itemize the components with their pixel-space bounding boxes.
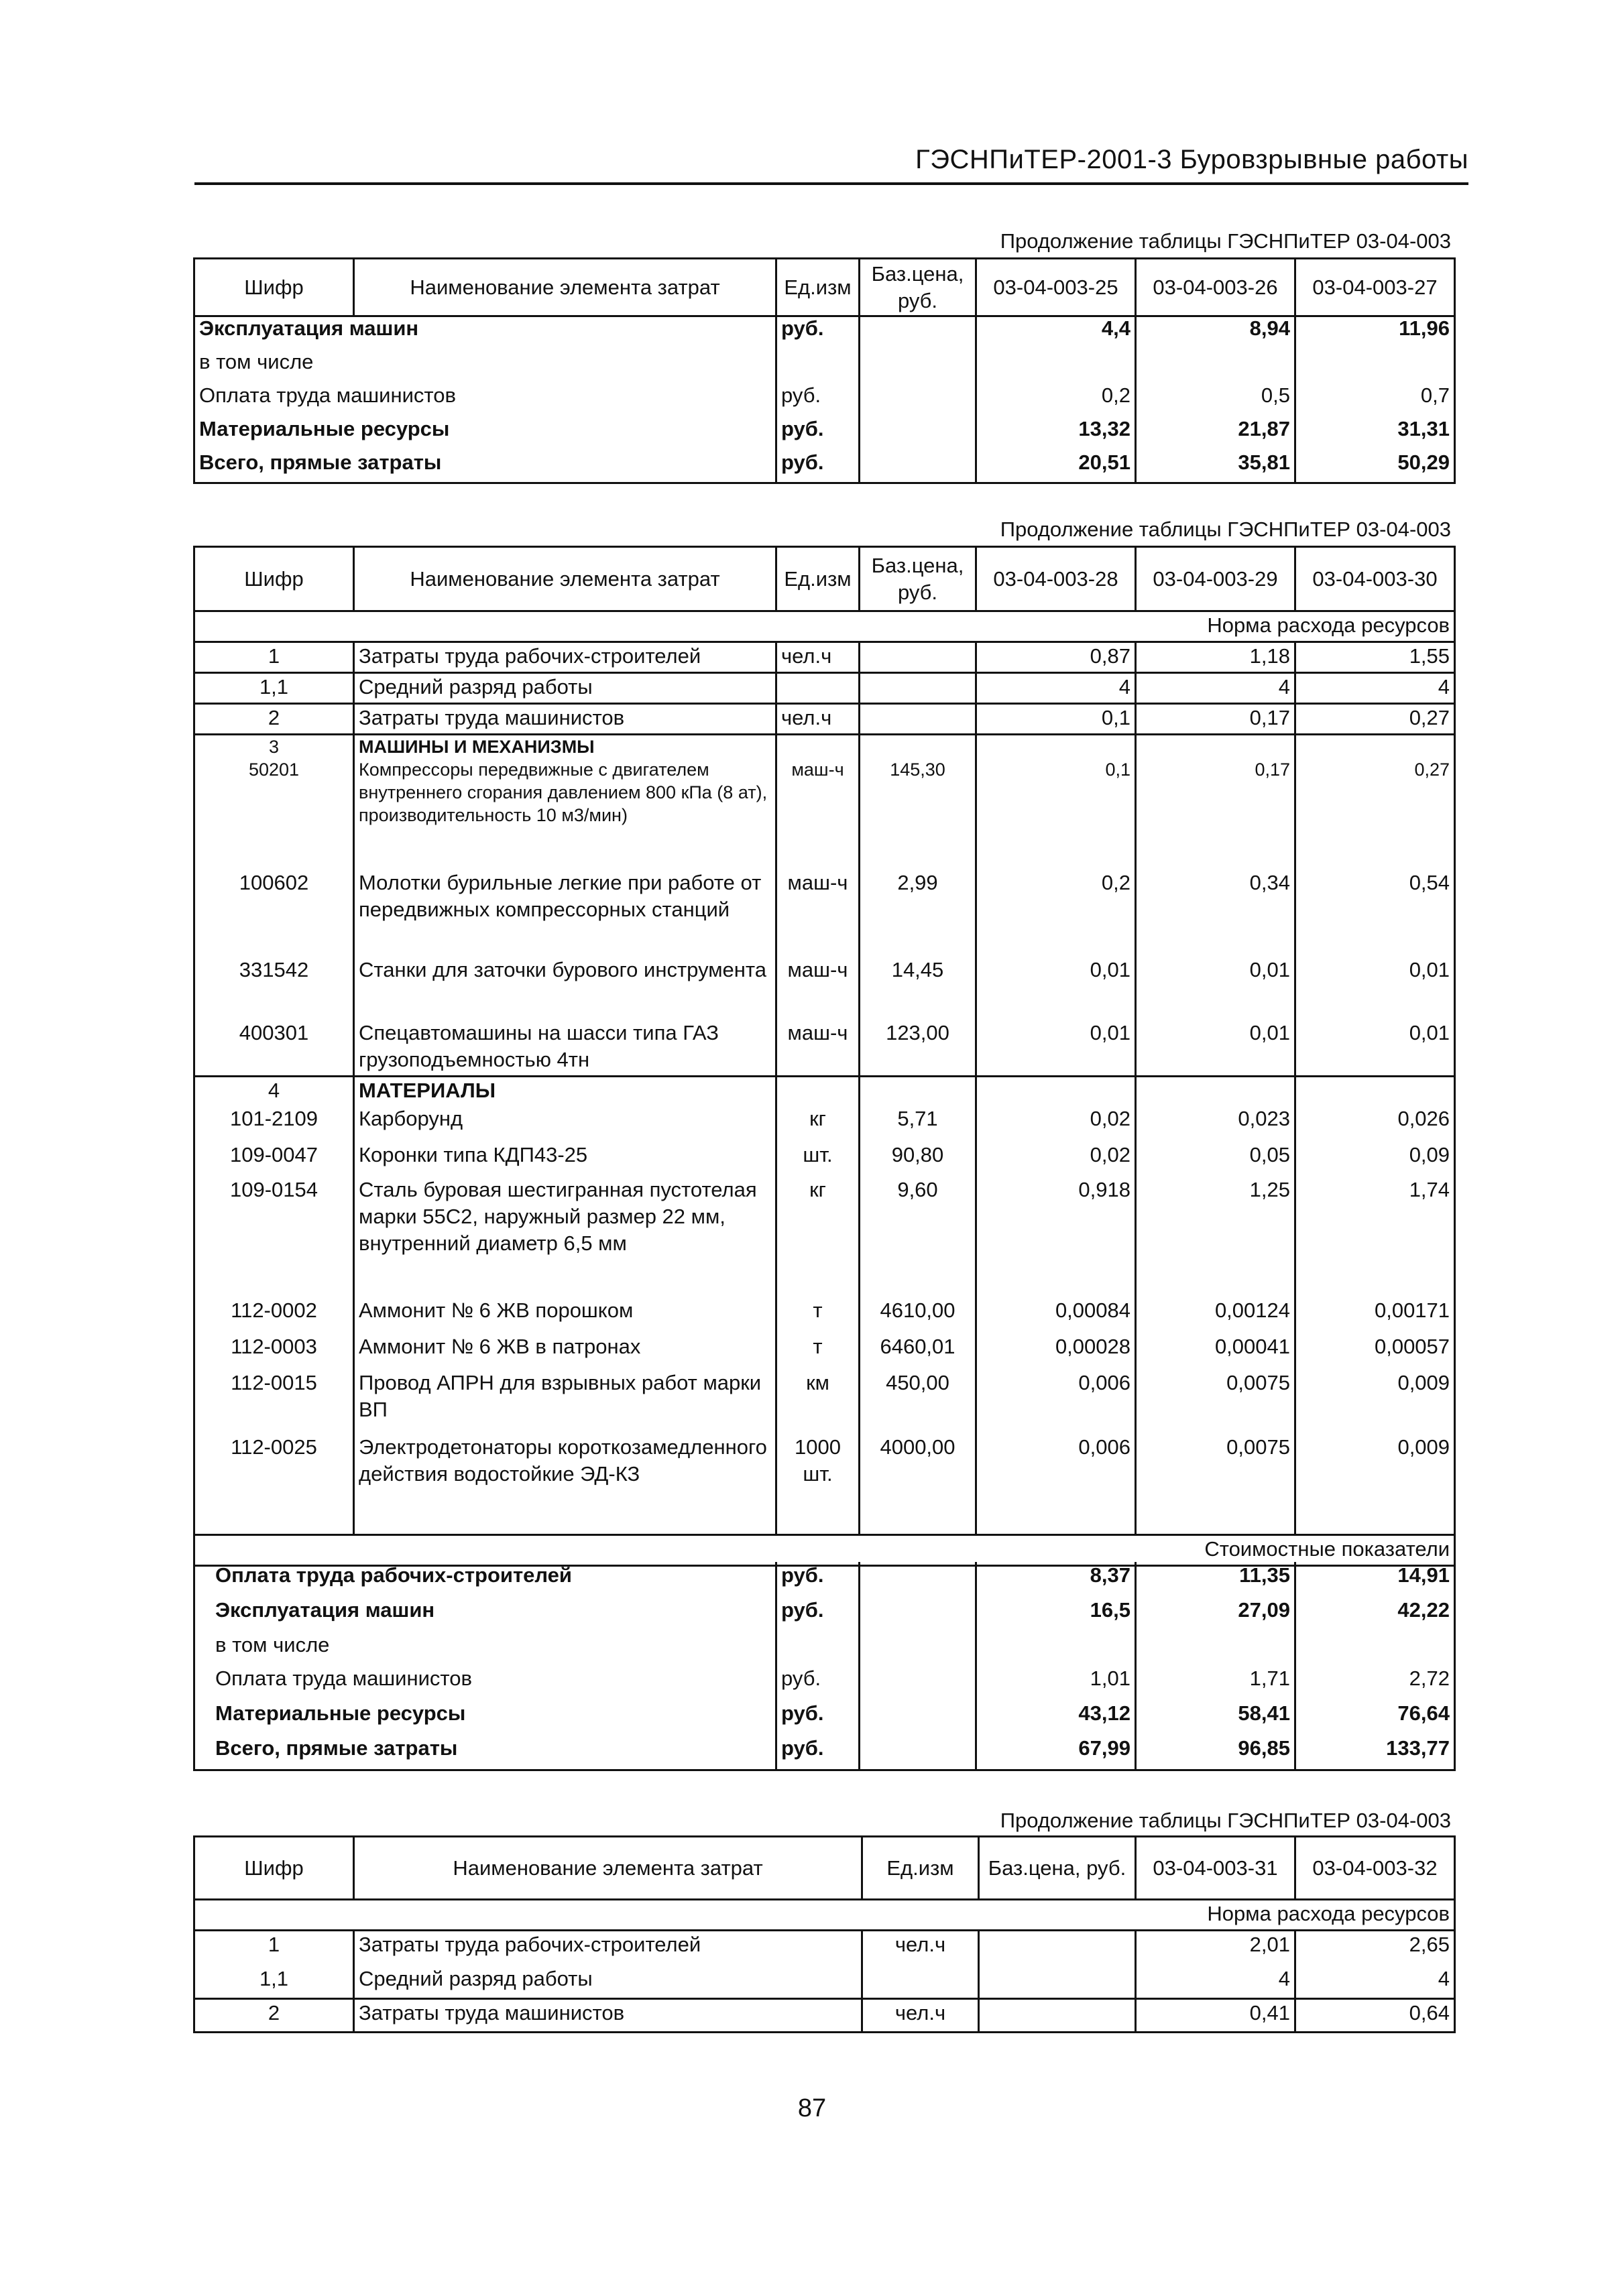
value-cell: 27,09	[1136, 1597, 1295, 1632]
value-cell: 0,0075	[1136, 1434, 1295, 1534]
row-unit: шт.	[776, 1142, 860, 1176]
row-unit: чел.ч	[862, 1931, 979, 1966]
col-code-31: 03-04-003-31	[1136, 1837, 1295, 1900]
row-unit: руб.	[776, 315, 860, 349]
price-header-line1: Баз.цена,	[871, 261, 964, 286]
value-cell: 35,81	[1136, 449, 1295, 483]
norm-section-row	[194, 611, 1455, 642]
norm-section-label: Норма расхода ресурсов	[194, 1900, 1455, 1931]
col-unit-header: Ед.изм	[776, 547, 860, 611]
col-code-26: 03-04-003-26	[1136, 259, 1295, 316]
table-row	[194, 1735, 1455, 1770]
col-code-30: 03-04-003-30	[1295, 547, 1455, 611]
value-cell: 4	[1295, 1966, 1455, 1999]
col-price-header	[860, 547, 976, 611]
row-name: Материальные ресурсы	[194, 416, 776, 449]
value-cell: 0,01	[1136, 1020, 1295, 1076]
value-cell: 0,41	[1136, 1999, 1295, 2033]
value-cell: 0,009	[1295, 1434, 1455, 1534]
value-cell: 0,009	[1295, 1370, 1455, 1434]
row-price: 145,30	[860, 758, 976, 865]
row-unit: руб.	[776, 382, 860, 416]
row-code: 400301	[194, 1020, 354, 1076]
value-cell	[1295, 1632, 1455, 1665]
table-row	[194, 957, 1455, 1020]
value-cell: 0,01	[1136, 957, 1295, 1020]
value-cell: 0,2	[976, 865, 1136, 957]
value-cell: 1,01	[976, 1665, 1136, 1700]
row-unit	[776, 1076, 860, 1105]
col-code-28: 03-04-003-28	[976, 547, 1136, 611]
value-cell: 0,02	[976, 1105, 1136, 1142]
row-price: 90,80	[860, 1142, 976, 1176]
value-cell: 0,1	[976, 704, 1136, 735]
table-row	[194, 1142, 1455, 1176]
row-code: 1	[194, 642, 354, 673]
value-cell: 0,27	[1295, 704, 1455, 735]
value-cell: 2,65	[1295, 1931, 1455, 1966]
value-cell: 0,006	[976, 1370, 1136, 1434]
row-code: 109-0154	[194, 1176, 354, 1297]
value-cell	[1136, 1076, 1295, 1105]
row-code: 109-0047	[194, 1142, 354, 1176]
table3-header	[193, 1835, 1456, 1900]
value-cell: 43,12	[976, 1700, 1136, 1735]
row-code: 112-0015	[194, 1370, 354, 1434]
col-unit-header: Ед.изм	[862, 1837, 979, 1900]
value-cell: 0,34	[1136, 865, 1295, 957]
row-price	[860, 1700, 976, 1735]
value-cell	[976, 1632, 1136, 1665]
value-cell: 0,5	[1136, 382, 1295, 416]
page-number: 87	[797, 2094, 827, 2122]
value-cell: 0,2	[976, 382, 1136, 416]
value-cell: 0,00124	[1136, 1297, 1295, 1333]
row-unit: руб.	[776, 1735, 860, 1770]
row-price	[979, 1999, 1136, 2033]
value-cell: 0,006	[976, 1434, 1136, 1534]
row-price	[860, 673, 976, 704]
col-code-32: 03-04-003-32	[1295, 1837, 1455, 1900]
value-cell: 67,99	[976, 1735, 1136, 1770]
row-code: 112-0002	[194, 1297, 354, 1333]
norm-section-row	[194, 1900, 1455, 1931]
row-unit	[776, 349, 860, 382]
row-price	[979, 1931, 1136, 1966]
row-name: Компрессоры передвижные с двигателем внутреннего сгорания давлением 800 кПа (8 ат), производительность 10 м3/мин)	[354, 758, 776, 865]
value-cell: 1,55	[1295, 642, 1455, 673]
row-price: 6460,01	[860, 1333, 976, 1370]
value-cell	[1136, 1632, 1295, 1665]
section-title: МАШИНЫ И МЕХАНИЗМЫ	[354, 735, 776, 759]
row-name: Всего, прямые затраты	[194, 1735, 776, 1770]
value-cell: 58,41	[1136, 1700, 1295, 1735]
value-cell: 0,09	[1295, 1142, 1455, 1176]
row-unit: маш-ч	[776, 957, 860, 1020]
value-cell: 0,17	[1136, 704, 1295, 735]
col-code-27: 03-04-003-27	[1295, 259, 1455, 316]
row-name: Коронки типа КДП43-25	[354, 1142, 776, 1176]
row-price: 9,60	[860, 1176, 976, 1297]
col-name-header: Наименование элемента затрат	[354, 547, 776, 611]
row-price: 2,99	[860, 865, 976, 957]
table2-costs	[193, 1562, 1456, 1771]
value-cell	[1295, 1076, 1455, 1105]
row-name: Всего, прямые затраты	[194, 449, 776, 483]
value-cell: 4,4	[976, 315, 1136, 349]
value-cell: 0,87	[976, 642, 1136, 673]
table-row	[194, 1434, 1455, 1534]
col-code-header: Шифр	[194, 547, 354, 611]
row-unit: руб.	[776, 1700, 860, 1735]
value-cell: 0,7	[1295, 382, 1455, 416]
value-cell: 20,51	[976, 449, 1136, 483]
value-cell: 76,64	[1295, 1700, 1455, 1735]
col-price-header: Баз.цена, руб.	[979, 1837, 1136, 1900]
value-cell: 1,71	[1136, 1665, 1295, 1700]
value-cell: 0,05	[1136, 1142, 1295, 1176]
value-cell	[1136, 349, 1295, 382]
col-code-25: 03-04-003-25	[976, 259, 1136, 316]
row-code: 3	[194, 735, 354, 759]
value-cell: 0,01	[1295, 957, 1455, 1020]
table-row	[194, 1597, 1455, 1632]
row-price: 14,45	[860, 957, 976, 1020]
table-row	[194, 865, 1455, 957]
row-name: Электродетонаторы короткозамедленного действия водостойкие ЭД-КЗ	[354, 1434, 776, 1534]
row-name: Станки для заточки бурового инструмента	[354, 957, 776, 1020]
row-price	[860, 315, 976, 349]
value-cell: 1,25	[1136, 1176, 1295, 1297]
row-unit	[862, 1966, 979, 1999]
col-code-header: Шифр	[194, 259, 354, 316]
value-cell: 0,023	[1136, 1105, 1295, 1142]
table-row	[194, 449, 1455, 483]
value-cell: 0,64	[1295, 1999, 1455, 2033]
row-price: 5,71	[860, 1105, 976, 1142]
row-unit: 1000 шт.	[776, 1434, 860, 1534]
row-code: 1,1	[194, 673, 354, 704]
table2-body	[193, 610, 1456, 1567]
row-price	[860, 1562, 976, 1597]
table-row	[194, 1966, 1455, 1999]
row-name: в том числе	[194, 349, 776, 382]
value-cell: 4	[1136, 673, 1295, 704]
table1-caption: Продолжение таблицы ГЭСНПиТЕР 03-04-003	[1000, 229, 1451, 253]
table-row	[194, 1931, 1455, 1966]
value-cell	[976, 1076, 1136, 1105]
row-price	[860, 1076, 976, 1105]
row-unit: руб.	[776, 449, 860, 483]
row-code: 112-0025	[194, 1434, 354, 1534]
row-name: Затраты труда рабочих-строителей	[354, 1931, 862, 1966]
table-row	[194, 1105, 1455, 1142]
row-unit: км	[776, 1370, 860, 1434]
value-cell: 0,0075	[1136, 1370, 1295, 1434]
value-cell: 0,1	[976, 758, 1136, 865]
table-row	[194, 1562, 1455, 1597]
value-cell: 0,01	[1295, 1020, 1455, 1076]
row-name: Карборунд	[354, 1105, 776, 1142]
row-unit: чел.ч	[776, 642, 860, 673]
value-cell: 4	[976, 673, 1136, 704]
price-header-line2: руб.	[897, 288, 938, 312]
table-row	[194, 1020, 1455, 1076]
row-unit: кг	[776, 1176, 860, 1297]
row-code: 331542	[194, 957, 354, 1020]
row-name: Затраты труда машинистов	[354, 704, 776, 735]
row-name: Затраты труда рабочих-строителей	[354, 642, 776, 673]
value-cell: 0,00028	[976, 1333, 1136, 1370]
value-cell: 1,18	[1136, 642, 1295, 673]
row-price	[860, 642, 976, 673]
row-unit: руб.	[776, 1597, 860, 1632]
table-row	[194, 1333, 1455, 1370]
value-cell	[1295, 735, 1455, 759]
row-price: 4000,00	[860, 1434, 976, 1534]
row-price	[860, 416, 976, 449]
row-name: Сталь буровая шестигранная пустотелая марки 55С2, наружный размер 22 мм, внутренний диаметр 6,5 мм	[354, 1176, 776, 1297]
row-price	[860, 704, 976, 735]
table1-body	[193, 315, 1456, 484]
table-row	[194, 1632, 1455, 1665]
row-name: в том числе	[194, 1632, 776, 1665]
value-cell: 4	[1295, 673, 1455, 704]
price-header-line2: руб.	[897, 580, 938, 604]
value-cell: 4	[1136, 1966, 1295, 1999]
row-unit: маш-ч	[776, 865, 860, 957]
row-name: Оплата труда машинистов	[194, 382, 776, 416]
row-name: Аммонит № 6 ЖВ в патронах	[354, 1333, 776, 1370]
row-price	[860, 1597, 976, 1632]
row-price: 4610,00	[860, 1297, 976, 1333]
row-price: 450,00	[860, 1370, 976, 1434]
table-row	[194, 1700, 1455, 1735]
table-row	[194, 1176, 1455, 1297]
value-cell: 0,00057	[1295, 1333, 1455, 1370]
table-row	[194, 315, 1455, 349]
row-price	[860, 1665, 976, 1700]
value-cell: 0,918	[976, 1176, 1136, 1297]
table3-header-row	[194, 1837, 1455, 1900]
row-name: Оплата труда машинистов	[194, 1665, 776, 1700]
value-cell	[1295, 349, 1455, 382]
row-unit: чел.ч	[776, 704, 860, 735]
value-cell: 0,17	[1136, 758, 1295, 865]
table2-header	[193, 546, 1456, 612]
value-cell: 0,00171	[1295, 1297, 1455, 1333]
row-unit: руб.	[776, 1665, 860, 1700]
col-name-header: Наименование элемента затрат	[354, 259, 776, 316]
value-cell: 8,94	[1136, 315, 1295, 349]
row-unit: кг	[776, 1105, 860, 1142]
cost-section-label: Стоимостные показатели	[194, 1534, 1455, 1565]
row-unit: маш-ч	[776, 758, 860, 865]
value-cell: 8,37	[976, 1562, 1136, 1597]
table2-caption: Продолжение таблицы ГЭСНПиТЕР 03-04-003	[1000, 518, 1451, 541]
row-price: 123,00	[860, 1020, 976, 1076]
row-code: 2	[194, 1999, 354, 2033]
table-row	[194, 1665, 1455, 1700]
row-name: Оплата труда рабочих-строителей	[194, 1562, 776, 1597]
value-cell: 2,72	[1295, 1665, 1455, 1700]
col-code-29: 03-04-003-29	[1136, 547, 1295, 611]
row-price	[860, 449, 976, 483]
row-code: 4	[194, 1076, 354, 1105]
price-header-line1: Баз.цена,	[871, 553, 964, 577]
value-cell: 13,32	[976, 416, 1136, 449]
row-price	[860, 735, 976, 759]
running-header: ГЭСНПиТЕР-2001-3 Буровзрывные работы	[194, 142, 1468, 185]
row-unit: т	[776, 1333, 860, 1370]
col-price-header	[860, 259, 976, 316]
value-cell: 133,77	[1295, 1735, 1455, 1770]
value-cell: 14,91	[1295, 1562, 1455, 1597]
row-price	[860, 349, 976, 382]
table-row	[194, 642, 1455, 673]
value-cell: 42,22	[1295, 1597, 1455, 1632]
value-cell: 11,96	[1295, 315, 1455, 349]
value-cell: 0,02	[976, 1142, 1136, 1176]
col-name-header: Наименование элемента затрат	[354, 1837, 862, 1900]
row-price	[860, 382, 976, 416]
table1-header-row	[194, 259, 1455, 316]
value-cell: 1,74	[1295, 1176, 1455, 1297]
table3-caption: Продолжение таблицы ГЭСНПиТЕР 03-04-003	[1000, 1809, 1451, 1832]
row-code: 50201	[194, 758, 354, 865]
row-code: 100602	[194, 865, 354, 957]
value-cell: 16,5	[976, 1597, 1136, 1632]
col-code-header: Шифр	[194, 1837, 354, 1900]
table-row	[194, 758, 1455, 865]
value-cell: 0,54	[1295, 865, 1455, 957]
table-row	[194, 349, 1455, 382]
value-cell: 0,026	[1295, 1105, 1455, 1142]
value-cell: 2,01	[1136, 1931, 1295, 1966]
row-unit: чел.ч	[862, 1999, 979, 2033]
table-row	[194, 1297, 1455, 1333]
row-unit	[776, 735, 860, 759]
materials-section-row	[194, 1076, 1455, 1105]
row-unit: руб.	[776, 1562, 860, 1597]
table-row	[194, 382, 1455, 416]
row-unit	[776, 673, 860, 704]
row-name: Эксплуатация машин	[194, 1597, 776, 1632]
value-cell: 31,31	[1295, 416, 1455, 449]
table2-header-row	[194, 547, 1455, 611]
value-cell	[976, 735, 1136, 759]
row-name: Материальные ресурсы	[194, 1700, 776, 1735]
value-cell: 11,35	[1136, 1562, 1295, 1597]
table-row	[194, 1370, 1455, 1434]
value-cell	[976, 349, 1136, 382]
section-title: МАТЕРИАЛЫ	[354, 1076, 776, 1105]
value-cell: 0,01	[976, 1020, 1136, 1076]
table-row	[194, 704, 1455, 735]
row-name: Молотки бурильные легкие при работе от передвижных компрессорных станций	[354, 865, 776, 957]
value-cell: 21,87	[1136, 416, 1295, 449]
row-price	[860, 1632, 976, 1665]
row-unit: руб.	[776, 416, 860, 449]
table-row	[194, 416, 1455, 449]
row-price	[979, 1966, 1136, 1999]
row-code: 1	[194, 1931, 354, 1966]
row-code: 1,1	[194, 1966, 354, 1999]
row-unit	[776, 1632, 860, 1665]
table-row	[194, 1999, 1455, 2033]
row-name: Средний разряд работы	[354, 673, 776, 704]
norm-section-label: Норма расхода ресурсов	[194, 611, 1455, 642]
table-row	[194, 673, 1455, 704]
row-code: 101-2109	[194, 1105, 354, 1142]
value-cell: 0,27	[1295, 758, 1455, 865]
row-unit: маш-ч	[776, 1020, 860, 1076]
row-price	[860, 1735, 976, 1770]
col-unit-header: Ед.изм	[776, 259, 860, 316]
value-cell: 0,00041	[1136, 1333, 1295, 1370]
row-name: Провод АПРН для взрывных работ марки ВП	[354, 1370, 776, 1434]
table1	[193, 257, 1456, 317]
row-name: Средний разряд работы	[354, 1966, 862, 1999]
row-code: 112-0003	[194, 1333, 354, 1370]
value-cell: 0,01	[976, 957, 1136, 1020]
row-name: Спецавтомашины на шасси типа ГАЗ грузоподъемностью 4тн	[354, 1020, 776, 1076]
cost-section-row	[194, 1534, 1455, 1565]
value-cell: 0,00084	[976, 1297, 1136, 1333]
value-cell: 96,85	[1136, 1735, 1295, 1770]
row-code: 2	[194, 704, 354, 735]
row-name: Эксплуатация машин	[194, 315, 776, 349]
row-name: Аммонит № 6 ЖВ порошком	[354, 1297, 776, 1333]
table3-body	[193, 1898, 1456, 2033]
value-cell: 50,29	[1295, 449, 1455, 483]
machines-section-row	[194, 735, 1455, 759]
row-name: Затраты труда машинистов	[354, 1999, 862, 2033]
value-cell	[1136, 735, 1295, 759]
row-unit: т	[776, 1297, 860, 1333]
